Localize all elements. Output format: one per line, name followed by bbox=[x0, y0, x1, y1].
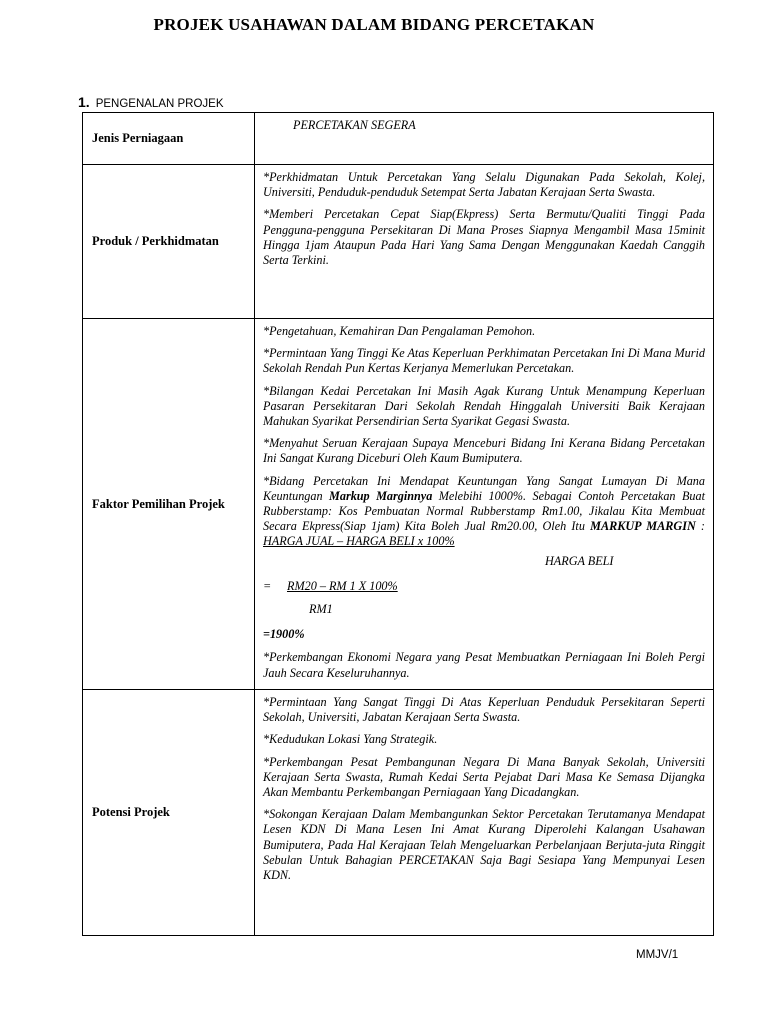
formula-multiplier: x 100% bbox=[414, 534, 455, 549]
content-produk-perkhidmatan bbox=[255, 165, 714, 319]
calc-denominator: RM1 bbox=[309, 602, 333, 617]
markup-colon: : bbox=[695, 519, 705, 534]
table-row-potensi bbox=[83, 690, 714, 936]
footer-code: MMJV/1 bbox=[636, 949, 679, 961]
table-row-jenis bbox=[83, 113, 714, 165]
project-table bbox=[82, 112, 714, 936]
section-title: PENGENALAN PROJEK bbox=[95, 98, 224, 110]
document-title: PROJEK USAHAWAN DALAM BIDANG PERCETAKAN bbox=[153, 15, 595, 34]
produk-paragraph: *Perkhidmatan Untuk Percetakan Yang Selalu Digunakan Pada Sekolah, Kolej, Universiti, Penduduk-penduduk Setempat Serta Jabatan Kerajaan Serta Swasta. bbox=[263, 170, 705, 200]
calc-numerator: RM20 – RM 1 X 100% bbox=[287, 578, 398, 593]
calc-result: =1900% bbox=[263, 627, 305, 642]
markup-margin-label: MARKUP MARGIN bbox=[590, 519, 696, 534]
formula-denominator: HARGA BELI bbox=[545, 553, 614, 568]
table-row-produk bbox=[83, 165, 714, 319]
table-row-faktor bbox=[83, 319, 714, 690]
faktor-paragraph: *Bilangan Kedai Percetakan Ini Masih Agak Kurang Untuk Menampung Keperluan Pasaran Persekitaran Dari Sekolah Rendah Hinggalah Universiti Baik Kerajaan Mahukan Syarikat Persendirian Serta Syarikat Gegasi Swasta. bbox=[263, 383, 705, 429]
faktor-paragraph: *Menyahut Seruan Kerajaan Supaya Menceburi Bidang Ini Kerana Bidang Percetakan Ini Sangat Kurang Diceburi Oleh Kaum Bumiputera. bbox=[263, 436, 705, 466]
potensi-paragraph: *Permintaan Yang Sangat Tinggi Di Atas Keperluan Penduduk Persekitaran Seperti Sekolah, Universiti, Jabatan Kerajaan Serta Swasta. bbox=[263, 695, 705, 725]
label-produk-perkhidmatan: Produk / Perkhidmatan bbox=[83, 165, 255, 319]
section-heading bbox=[78, 94, 224, 110]
section-number: 1. bbox=[78, 94, 90, 110]
faktor-paragraph: *Perkembangan Ekonomi Negara yang Pesat Membuatkan Perniagaan Ini Boleh Pergi Jauh Secara Keseluruhannya. bbox=[263, 650, 705, 680]
label-potensi-projek: Potensi Projek bbox=[83, 690, 255, 936]
content-potensi-projek bbox=[255, 690, 714, 936]
markup-margin-bold: Markup Marginnya bbox=[329, 488, 433, 503]
faktor-paragraph: *Permintaan Yang Tinggi Ke Atas Keperluan Perkhimatan Percetakan Ini Di Mana Murid Sekolah Rendah Pun Kertas Kerjanya Memerlukan Percetakan. bbox=[263, 346, 705, 376]
potensi-paragraph: *Kedudukan Lokasi Yang Strategik. bbox=[263, 732, 438, 747]
equals-sign: = bbox=[263, 578, 272, 593]
jenis-value: PERCETAKAN SEGERA bbox=[293, 118, 416, 132]
label-jenis-perniagaan: Jenis Perniagaan bbox=[83, 113, 255, 165]
calc-line bbox=[263, 579, 705, 594]
produk-paragraph: *Memberi Percetakan Cepat Siap(Ekpress) Serta Bermutu/Qualiti Tinggi Pada Pengguna-pengguna Persekitaran Di Mana Proses Siapnya Mengambil Masa 15minit Hingga 1jam Ataupun Pada Hari Yang Sama Dengan Menggunakan Kaedah Canggih Serta Terkini. bbox=[263, 207, 705, 268]
markup-text-1: *Bidang Percetakan Ini Mendapat Keuntungan Yang Sangat Lumayan Di Mana Keuntungan bbox=[263, 473, 705, 503]
content-jenis-perniagaan bbox=[255, 113, 714, 165]
markup-text-2: Melebihi 1000%. Sebagai Contoh Percetakan Buat Rubberstamp: Kos Pembuatan Normal Rubberstamp Rm1.00, Jikalau Kita Membuat Secara Ekpress(Siap 1jam) Kita Boleh Jual Rm20.00, Oleh Itu bbox=[263, 488, 705, 534]
potensi-paragraph: *Perkembangan Pesat Pembangunan Negara Di Mana Banyak Sekolah, Universiti Kerajaan Serta Swasta, Rumah Kedai Serta Pejabat Dari Masa Ke Semasa Dijangka Akan Membantu Perkembangan Perniagaan Yang Dicadangkan. bbox=[263, 754, 705, 800]
formula-numerator: HARGA JUAL – HARGA BELI bbox=[263, 534, 415, 549]
markup-paragraph bbox=[263, 474, 705, 550]
content-faktor-pemilihan bbox=[255, 319, 714, 690]
potensi-paragraph: *Sokongan Kerajaan Dalam Membangunkan Sektor Percetakan Terutamanya Mendapat Lesen KDN Di Mana Lesen Ini Amat Kurang Diperolehi Kalangan Usahawan Bumiputera, Pada Hal Kerajaan Telah Mengeluarkan Perbelanjaan Berjuta-juta Ringgit Sebulan Untuk Bahagian PERCETAKAN Saja Bagi Sesiapa Yang Mempunyai Lesen KDN. bbox=[263, 807, 705, 883]
faktor-paragraph: *Pengetahuan, Kemahiran Dan Pengalaman Pemohon. bbox=[263, 324, 536, 338]
label-faktor-pemilihan: Faktor Pemilihan Projek bbox=[83, 319, 255, 690]
